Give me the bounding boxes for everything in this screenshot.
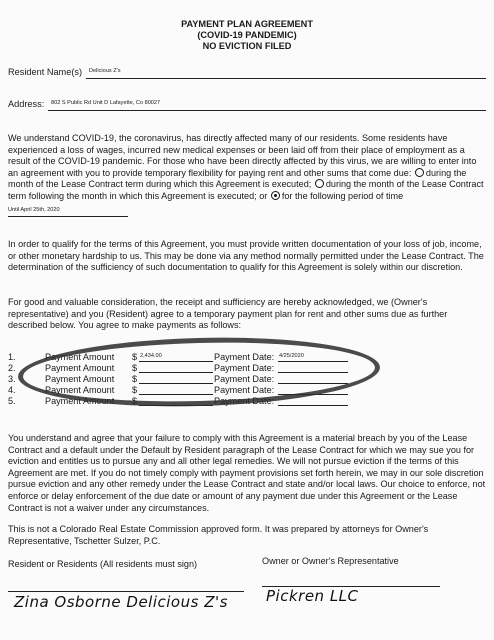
option-1-radio[interactable] (415, 168, 424, 177)
resident-name-value: Delicious Z's (89, 68, 121, 74)
payment-amount-label: Payment Amount (45, 385, 115, 395)
hand-drawn-circle-mark (17, 333, 381, 410)
payment-date-label: Payment Date: (214, 352, 275, 362)
payment-amount-label: Payment Amount (45, 374, 115, 384)
payment-amount-label: Payment Amount (45, 352, 115, 362)
resident-name-row (8, 67, 82, 77)
resident-signature-label: Resident or Residents (All residents must sign) (8, 559, 198, 569)
option-2-radio[interactable] (315, 179, 324, 188)
payment-amount-value: 2,434.00 (140, 353, 162, 359)
document-subtitle-2: NO EVICTION FILED (202, 41, 292, 51)
payment-amount-label: Payment Amount (45, 396, 115, 406)
disclaimer-paragraph: This is not a Colorado Real Estate Commission approved form. It was prepared by attorneys for Owner's Representative, Tschetter Sulzer, P.C. (8, 524, 429, 546)
currency-symbol: $ (132, 385, 138, 395)
row-number: 1. (8, 352, 16, 362)
payment-date-label: Payment Date: (214, 385, 275, 395)
document-subtitle: (COVID-19 PANDEMIC) (197, 30, 297, 40)
currency-symbol: $ (132, 352, 138, 362)
row-number: 5. (8, 396, 16, 406)
resident-signature-line (8, 591, 244, 592)
option-2-text: during the month of the Lease Contract term following the month in which this Agreement is executed; or (8, 179, 484, 201)
intro-paragraph (8, 133, 486, 217)
owner-signature: Pickren LLC (266, 587, 359, 605)
option-3-text: for the following period of time (281, 190, 404, 201)
owner-signature-label: Owner or Owner's Representative (262, 556, 399, 566)
payment-date-label: Payment Date: (214, 374, 275, 384)
row-number: 2. (8, 363, 16, 373)
payment-amount-label: Payment Amount (45, 363, 115, 373)
date-line (278, 405, 348, 406)
address-row (8, 99, 44, 109)
currency-symbol: $ (132, 396, 138, 406)
option-3-value: Until April 25th, 2020 (8, 205, 128, 218)
currency-symbol: $ (132, 374, 138, 384)
payment-date-value: 4/25/2020 (279, 353, 304, 359)
row-number: 3. (8, 374, 16, 384)
resident-name-line (86, 78, 486, 79)
row-number: 4. (8, 385, 16, 395)
document-title: PAYMENT PLAN AGREEMENT (181, 19, 313, 29)
qualify-paragraph: In order to qualify for the terms of this Agreement, you must provide written documentation of your loss of job, income, or other monetary hardship to us. This may be done via any method normally permitted under the Lease Contract. The determination of the sufficiency of such documentation to qualify for this Agreement is solely within our discretion. (8, 239, 484, 273)
option-3-radio[interactable] (271, 191, 280, 200)
resident-name-label: Resident Name(s) (8, 67, 83, 77)
address-label: Address: (8, 99, 45, 109)
resident-signature: Zina Osborne Delicious Z's (14, 593, 228, 611)
currency-symbol: $ (132, 363, 138, 373)
consideration-paragraph: For good and valuable consideration, the receipt and sufficiency are hereby acknowledged, we (Owner's representative) and you (Resident) agree to a temporary payment plan for rent and other sums due as further described below. You agree to make payments as follows: (8, 297, 448, 331)
address-value: 802 S Public Rd Unit D Lafayette, Co 80027 (51, 100, 161, 106)
payment-date-label: Payment Date: (214, 396, 275, 406)
address-line (48, 110, 486, 111)
option-1-text: during the month of the Lease Contract term during which this Agreement is executed; (8, 167, 467, 190)
breach-paragraph: You understand and agree that your failure to comply with this Agreement is a material breach by you of the Lease Contract and a default under the Default by Resident paragraph of the Lease Contract for which we may sue you for eviction and entitles us to pursue any and all other legal remedies. We will not pursue eviction if the terms of this Agreement are met. If you do not timely comply with payment provisions set forth herein, we may in our sole discretion pursue eviction and any other remedy under the Lease Contract and state and/or local laws. Our choice to enforce, not enforce or delay enforcement of the due date or amount of any payment due under this Agreement or the Lease Contract is not a waiver under any circumstances. (8, 433, 486, 513)
intro-text: We understand COVID-19, the coronavirus, has directly affected many of our residents. Some residents have experienced a loss of wages, incurred new medical expenses or been laid off from their place of employment as a result of the COVID-19 pandemic. For those who have been directly affected by this virus, we are willing to enter into an agreement with you to provide temporary flexibility for paying rent and other sums that come due: (8, 133, 477, 178)
payment-date-label: Payment Date: (214, 363, 275, 373)
